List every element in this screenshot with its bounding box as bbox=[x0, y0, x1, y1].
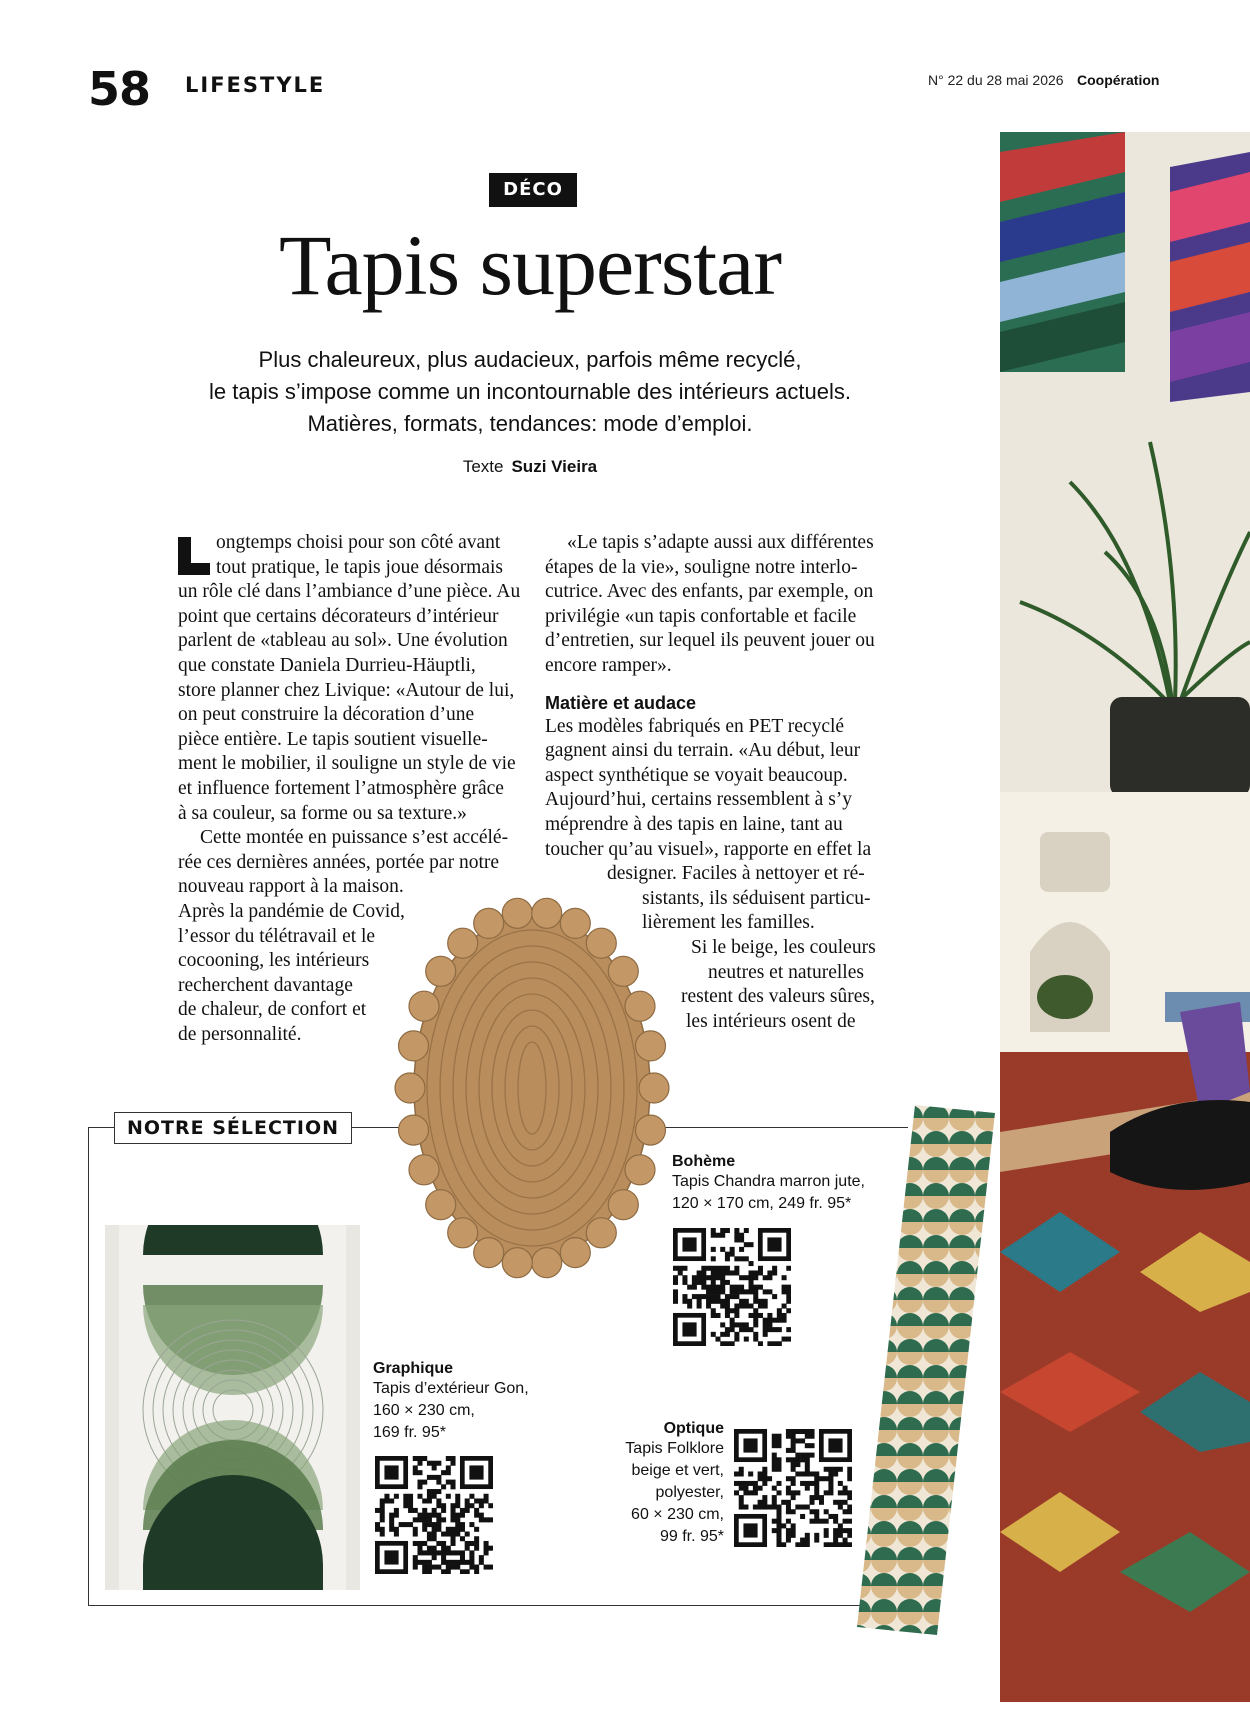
text-line: encore ramper». bbox=[545, 654, 672, 676]
product-name: Optique bbox=[663, 1420, 724, 1437]
text-line: de chaleur, de confort et bbox=[178, 999, 367, 1021]
rug-scallop bbox=[426, 1190, 456, 1220]
qr-code[interactable] bbox=[375, 1456, 493, 1574]
rug-scallop bbox=[586, 928, 616, 958]
rug-scallop bbox=[474, 1238, 504, 1268]
category-tag: DÉCO bbox=[489, 173, 577, 207]
text-line: «Le tapis s’adapte aussi aux différentes bbox=[567, 532, 874, 553]
section-title: LIFESTYLE bbox=[185, 73, 326, 97]
product-name: Bohème bbox=[672, 1153, 736, 1170]
text-line: nouveau rapport à la maison. bbox=[178, 876, 404, 898]
rug-scallop bbox=[399, 1115, 429, 1145]
product-desc-line: polyester, bbox=[655, 1484, 724, 1501]
text-line: Après la pandémie de Covid, bbox=[178, 900, 405, 922]
text-line: d’entretien, sur lequel ils peuvent jouer ou bbox=[545, 630, 875, 652]
rug-scallop bbox=[399, 1031, 429, 1061]
text-line: ment le mobilier, il souligne un style de vie bbox=[178, 753, 516, 775]
rug-scallop bbox=[395, 1073, 425, 1103]
qr-code[interactable] bbox=[734, 1429, 852, 1547]
lead-line: Matières, formats, tendances: mode d’emploi. bbox=[307, 411, 753, 436]
brand-name: Coopération bbox=[1077, 72, 1160, 88]
text-line: méprendre à des tapis en laine, tant au bbox=[545, 813, 843, 835]
text-line: tout pratique, le tapis joue désormais bbox=[216, 556, 504, 578]
rug-scallop bbox=[502, 1248, 532, 1278]
text-line: rée ces dernières années, portée par notre bbox=[178, 851, 500, 873]
text-line: parlent de «tableau au sol». Une évolution bbox=[178, 630, 508, 652]
rug-scallop bbox=[560, 908, 590, 938]
rug-scallop bbox=[625, 991, 655, 1021]
rug-scallop bbox=[586, 1218, 616, 1248]
text-line: Les modèles fabriqués en PET recyclé bbox=[545, 715, 845, 737]
text-line: restent des valeurs sûres, bbox=[681, 986, 875, 1008]
rug-scallop bbox=[532, 898, 562, 928]
byline-label: Texte bbox=[462, 457, 504, 476]
text-line: recherchent davantage bbox=[178, 974, 353, 996]
issue-info: N° 22 du 28 mai 2026 bbox=[928, 72, 1064, 88]
product-graphique bbox=[373, 1360, 573, 1444]
product-desc-line: Tapis d’extérieur Gon, bbox=[373, 1380, 529, 1397]
text-line: neutres et naturelles bbox=[708, 961, 864, 983]
text-line: point que certains décorateurs d’intérieur bbox=[178, 605, 499, 627]
rug-scallop bbox=[409, 991, 439, 1021]
text-line: Si le beige, les couleurs bbox=[691, 936, 876, 958]
text-line: Cette montée en puissance s’est accélé- bbox=[200, 827, 509, 849]
byline bbox=[160, 457, 900, 477]
text-line: que constate Daniela Durrieu-Häuptli, bbox=[178, 654, 476, 676]
lead-line: Plus chaleureux, plus audacieux, parfois même recyclé, bbox=[258, 347, 802, 372]
graphic-rug-image bbox=[105, 1225, 360, 1590]
subheading: Matière et audace bbox=[545, 692, 697, 713]
text-line: de personnalité. bbox=[178, 1023, 302, 1045]
rug-scallop bbox=[608, 1190, 638, 1220]
rug-scallop bbox=[426, 956, 456, 986]
qr-code[interactable] bbox=[673, 1228, 791, 1346]
rug-scallop bbox=[636, 1031, 666, 1061]
text-line: les intérieurs osent de bbox=[686, 1010, 856, 1032]
text-line: et influence fortement l’atmosphère grâce bbox=[178, 777, 504, 799]
lead-line: le tapis s’impose comme un incontournable des intérieurs actuels. bbox=[209, 379, 851, 404]
text-line: gagnent ainsi du terrain. «Au début, leur bbox=[545, 740, 861, 762]
rug-scallop bbox=[409, 1155, 439, 1185]
text-line: étapes de la vie», souligne notre interlo- bbox=[545, 556, 858, 578]
selection-frame-left bbox=[88, 1127, 89, 1605]
product-desc-line: 169 fr. 95* bbox=[373, 1424, 446, 1441]
article-title: Tapis superstar bbox=[278, 217, 781, 313]
text-line: Aujourd’hui, certains ressemblent à s’y bbox=[545, 789, 853, 811]
product-desc-line: 60 × 230 cm, bbox=[631, 1506, 724, 1523]
product-desc-line: 160 × 230 cm, bbox=[373, 1402, 475, 1419]
product-boheme bbox=[672, 1153, 882, 1215]
text-line: un rôle clé dans l’ambiance d’une pièce. Au bbox=[178, 581, 521, 603]
byline-author: Suzi Vieira bbox=[511, 457, 598, 476]
product-desc-line: 120 × 170 cm, 249 fr. 95* bbox=[672, 1195, 852, 1212]
text-line: on peut construire la décoration d’une bbox=[178, 704, 475, 726]
text-line: à sa couleur, sa forme ou sa texture.» bbox=[178, 802, 467, 824]
rug-scallop bbox=[448, 928, 478, 958]
rug-scallop bbox=[560, 1238, 590, 1268]
product-desc-line: Tapis Chandra marron jute, bbox=[672, 1173, 865, 1190]
article-lead bbox=[160, 344, 900, 440]
text-line: cocooning, les intérieurs bbox=[178, 950, 370, 972]
text-line: sistants, ils séduisent particu- bbox=[642, 887, 871, 909]
text-line: pièce entière. Le tapis soutient visuelle- bbox=[178, 728, 488, 750]
product-desc-line: beige et vert, bbox=[631, 1462, 724, 1479]
page-number: 58 bbox=[88, 62, 151, 116]
text-line: cutrice. Avec des enfants, par exemple, on bbox=[545, 581, 874, 603]
selection-label: NOTRE SÉLECTION bbox=[114, 1112, 352, 1144]
text-line: aspect synthétique se voyait beaucoup. bbox=[545, 764, 848, 786]
dropcap-l bbox=[178, 537, 210, 575]
product-optique bbox=[600, 1420, 724, 1548]
text-line: store planner chez Livique: «Autour de lui, bbox=[178, 679, 515, 701]
jute-rug-image bbox=[392, 893, 672, 1283]
rug-scallop bbox=[636, 1115, 666, 1145]
rug-scallop bbox=[608, 956, 638, 986]
text-line: ongtemps choisi pour son côté avant bbox=[216, 532, 501, 553]
product-name: Graphique bbox=[373, 1360, 454, 1377]
selection-frame-bottom bbox=[88, 1605, 868, 1606]
rug-scallop bbox=[448, 1218, 478, 1248]
product-desc-line: Tapis Folklore bbox=[625, 1440, 724, 1457]
text-line: l’essor du télétravail et le bbox=[178, 925, 376, 947]
text-line: toucher qu’au visuel», rapporte en effet la bbox=[545, 838, 872, 860]
rug-scallop bbox=[474, 908, 504, 938]
text-line: designer. Faciles à nettoyer et ré- bbox=[607, 863, 865, 885]
text-line: lièrement les familles. bbox=[642, 912, 815, 934]
rug-scallop bbox=[532, 1248, 562, 1278]
rug-scallop bbox=[502, 898, 532, 928]
rug-scallop bbox=[639, 1073, 669, 1103]
text-line: privilégie «un tapis confortable et facile bbox=[545, 605, 857, 627]
rug-scallop bbox=[625, 1155, 655, 1185]
product-desc-line: 99 fr. 95* bbox=[659, 1528, 724, 1545]
